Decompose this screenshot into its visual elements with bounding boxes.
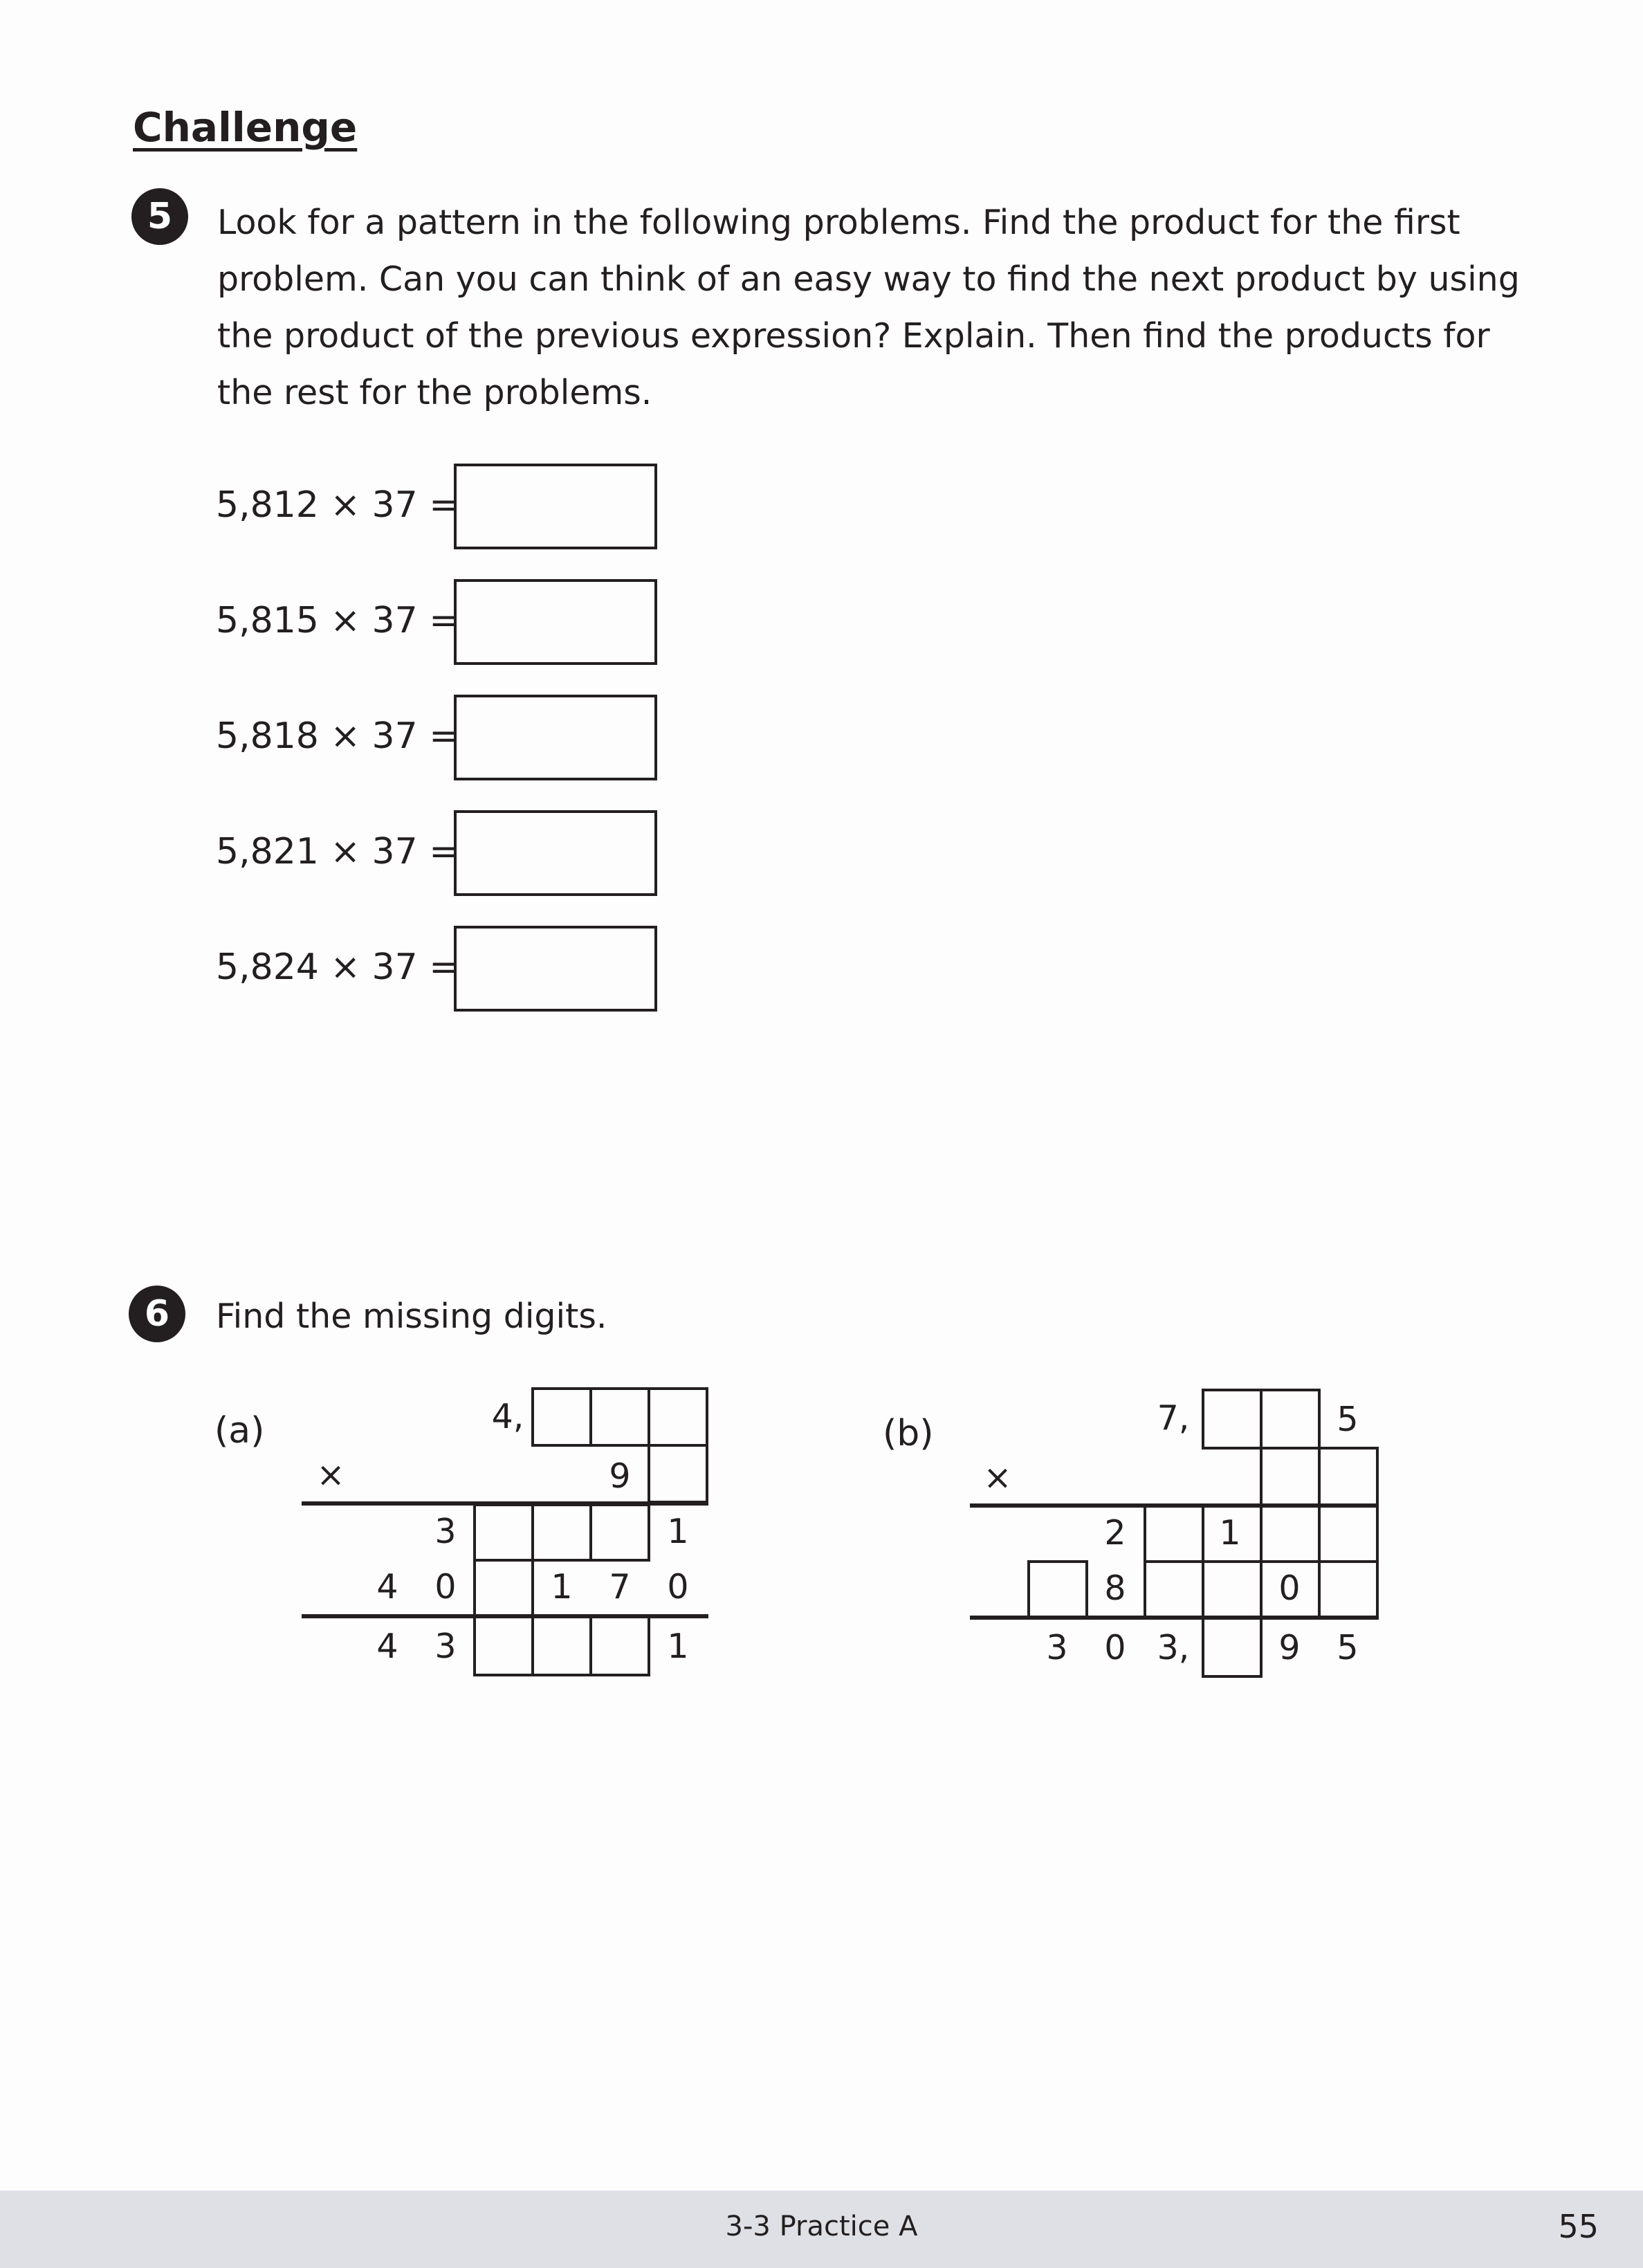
- question-number-5: 5: [131, 188, 188, 245]
- product-digit: 1: [551, 1567, 573, 1607]
- problem-expression: 5,824 × 37 =: [216, 946, 459, 988]
- product-digit: 2: [1104, 1513, 1126, 1553]
- total-digit: 9: [1278, 1628, 1301, 1667]
- total-digit: 4: [376, 1627, 398, 1666]
- instruction-line: problem. Can you can think of an easy way to find the next product by using: [217, 259, 1520, 299]
- times-sign: ×: [983, 1458, 1012, 1497]
- product-digit: 0: [1278, 1569, 1301, 1608]
- instruction-line: Look for a pattern in the following problems. Find the product for the first: [217, 203, 1460, 242]
- product-digit: 8: [1104, 1569, 1126, 1608]
- footer-section-label: 3-3 Practice A: [725, 2211, 918, 2242]
- product-digit: 7: [609, 1567, 631, 1607]
- problem-expression: 5,815 × 37 =: [216, 600, 459, 641]
- total-digit: 0: [1104, 1628, 1126, 1667]
- total-digit: 3,: [1157, 1628, 1190, 1667]
- problem-expression: 5,818 × 37 =: [216, 715, 459, 757]
- multiplicand-prefix: 4,: [491, 1397, 524, 1436]
- section-heading: Challenge: [133, 104, 358, 151]
- product-digit: 3: [434, 1512, 457, 1551]
- multiplicand-digit: 5: [1337, 1400, 1359, 1439]
- question-6-instructions: Find the missing digits.: [216, 1297, 607, 1336]
- problem-expression: 5,821 × 37 =: [216, 831, 459, 872]
- problem-expression: 5,812 × 37 =: [216, 484, 459, 526]
- product-digit: 4: [376, 1567, 398, 1607]
- product-digit: 0: [667, 1567, 689, 1607]
- instruction-line: the rest for the problems.: [217, 373, 652, 412]
- question-number-6: 6: [129, 1286, 185, 1342]
- part-a-label: (a): [214, 1410, 265, 1452]
- product-digit: 1: [1219, 1513, 1241, 1553]
- multiplicand-prefix: 7,: [1157, 1398, 1190, 1438]
- part-b-label: (b): [883, 1413, 934, 1454]
- product-digit: 0: [434, 1567, 457, 1607]
- total-digit: 1: [667, 1627, 689, 1666]
- total-digit: 5: [1337, 1628, 1359, 1667]
- page-number: 55: [1558, 2208, 1599, 2245]
- multiplier-digit: 9: [609, 1456, 631, 1496]
- product-digit: 1: [667, 1512, 689, 1551]
- total-digit: 3: [434, 1627, 457, 1666]
- times-sign: ×: [316, 1455, 345, 1494]
- instruction-line: the product of the previous expression? Explain. Then find the products for: [217, 316, 1490, 356]
- total-digit: 3: [1046, 1628, 1068, 1667]
